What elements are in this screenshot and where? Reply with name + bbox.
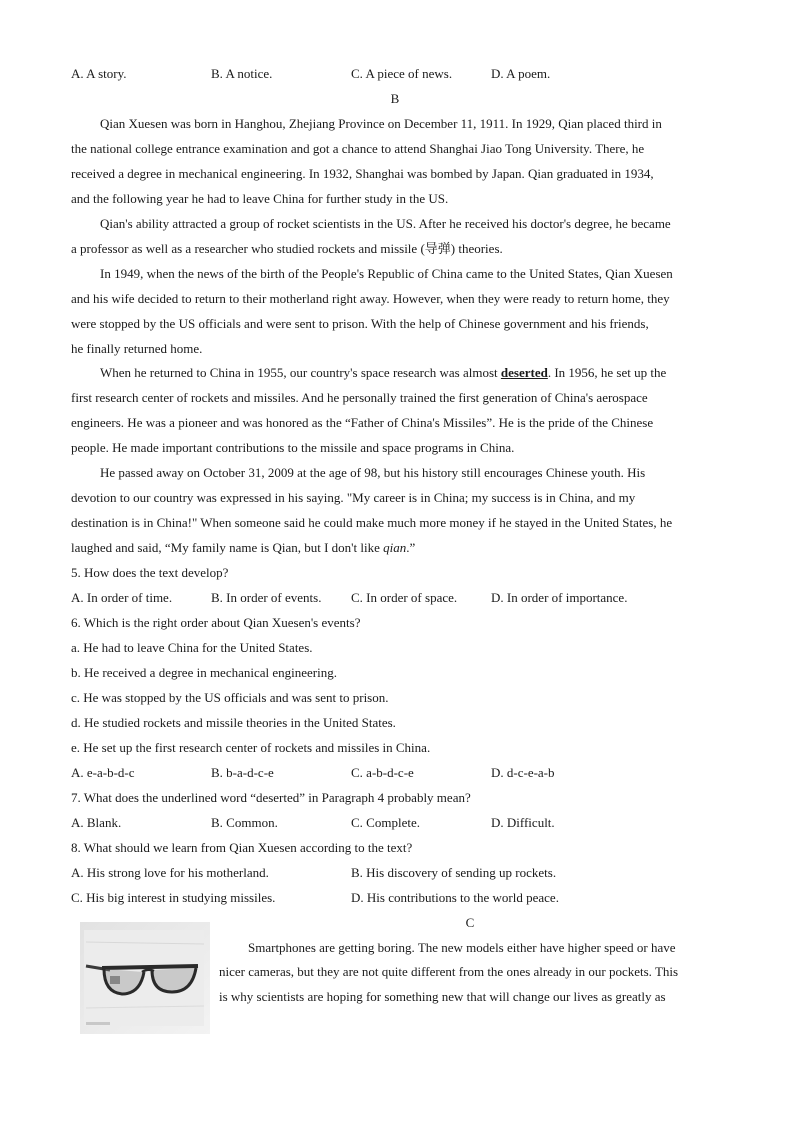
- q6-option-c: C. a-b-d-c-e: [351, 765, 414, 780]
- p4-text-pre: When he returned to China in 1955, our country's space research was almost: [100, 365, 501, 380]
- q5-option-c: C. In order of space.: [351, 590, 458, 605]
- passage-b-line: and his wife decided to return to their motherland right away. However, when they were ready to return home, they: [71, 291, 670, 306]
- q5-option-d: D. In order of importance.: [491, 590, 628, 605]
- q4-option-d: D. A poem.: [491, 66, 551, 81]
- q6-option-a: A. e-a-b-d-c: [71, 765, 135, 780]
- q8-option-c: C. His big interest in studying missiles.: [71, 890, 276, 905]
- passage-b-line: engineers. He was a pioneer and was honored as the “Father of China's Missiles”. He is the pride of the Chinese: [71, 415, 654, 430]
- q6-option-d: D. d-c-e-a-b: [491, 765, 555, 780]
- q7-option-d: D. Difficult.: [491, 815, 555, 830]
- passage-c-line: is why scientists are hoping for something new that will change our lives as greatly as: [219, 989, 666, 1004]
- section-b-heading: B: [390, 91, 400, 106]
- p4-text-post: . In 1956, he set up the: [547, 365, 667, 380]
- passage-b-line: people. He made important contributions to the missile and space programs in China.: [71, 440, 515, 455]
- passage-c-line: Smartphones are getting boring. The new models either have higher speed or have: [248, 940, 676, 955]
- passage-b-line: Qian Xuesen was born in Hanghou, Zhejiang Province on December 11, 1911. In 1929, Qian placed third in: [100, 116, 662, 131]
- p5-last-post: .”: [406, 540, 416, 555]
- q8-option-b: B. His discovery of sending up rockets.: [351, 865, 557, 880]
- passage-b-line: were stopped by the US officials and were sent to prison. With the help of Chinese government and his friends,: [71, 316, 649, 331]
- q4-option-b: B. A notice.: [211, 66, 273, 81]
- passage-b-line: the national college entrance examination and got a chance to attend Shanghai Jiao Tong University. There, he: [71, 141, 645, 156]
- glasses-icon: [80, 922, 210, 1034]
- question-5: 5. How does the text develop?: [71, 565, 229, 580]
- passage-b-line: and the following year he had to leave China for further study in the US.: [71, 191, 449, 206]
- passage-b-line: In 1949, when the news of the birth of the People's Republic of China came to the United States, Qian Xuesen: [100, 266, 673, 281]
- passage-b-line: a professor as well as a researcher who studied rockets and missile (导弹) theories.: [71, 241, 503, 256]
- passage-b-line: received a degree in mechanical engineering. In 1932, Shanghai was bombed by Japan. Qian graduated in 1934,: [71, 166, 654, 181]
- q6-option-b: B. b-a-d-c-e: [211, 765, 274, 780]
- q5-option-a: A. In order of time.: [71, 590, 173, 605]
- q6-item-b: b. He received a degree in mechanical engineering.: [71, 665, 337, 680]
- section-c-heading: C: [465, 915, 475, 930]
- q8-option-d: D. His contributions to the world peace.: [351, 890, 559, 905]
- question-6: 6. Which is the right order about Qian Xuesen's events?: [71, 615, 361, 630]
- q7-option-a: A. Blank.: [71, 815, 122, 830]
- q6-item-c: c. He was stopped by the US officials and was sent to prison.: [71, 690, 389, 705]
- q6-item-d: d. He studied rockets and missile theories in the United States.: [71, 715, 396, 730]
- q7-option-b: B. Common.: [211, 815, 278, 830]
- p5-last-pre: laughed and said, “My family name is Qian, but I don't like: [71, 540, 384, 555]
- q8-option-a: A. His strong love for his motherland.: [71, 865, 269, 880]
- q4-option-c: C. A piece of news.: [351, 66, 453, 81]
- underlined-word-deserted: deserted: [500, 365, 548, 380]
- passage-b-line: He passed away on October 31, 2009 at the age of 98, but his history still encourages Chinese youth. His: [100, 465, 646, 480]
- passage-b-line: [71, 540, 721, 556]
- q6-item-a: a. He had to leave China for the United States.: [71, 640, 313, 655]
- smart-glasses-photo: [80, 922, 210, 1034]
- q5-option-b: B. In order of events.: [211, 590, 322, 605]
- passage-b-line: devotion to our country was expressed in his saying. "My career is in China; my success is in China, and my: [71, 490, 636, 505]
- passage-b-line: [100, 365, 750, 381]
- question-8: 8. What should we learn from Qian Xuesen according to the text?: [71, 840, 413, 855]
- italic-word-qian: qian: [383, 540, 407, 555]
- passage-b-line: he finally returned home.: [71, 341, 203, 356]
- question-7: 7. What does the underlined word “deserted” in Paragraph 4 probably mean?: [71, 790, 471, 805]
- q4-option-a: A. A story.: [71, 66, 127, 81]
- q6-item-e: e. He set up the first research center of rockets and missiles in China.: [71, 740, 431, 755]
- passage-b-line: Qian's ability attracted a group of rocket scientists in the US. After he received his doctor's degree, he became: [100, 216, 671, 231]
- passage-c-line: nicer cameras, but they are not quite different from the ones already in our pockets. This: [219, 964, 679, 979]
- passage-b-line: first research center of rockets and missiles. And he personally trained the first generation of China's aerospace: [71, 390, 648, 405]
- q7-option-c: C. Complete.: [351, 815, 420, 830]
- passage-b-line: destination is in China!" When someone said he could make much more money if he stayed in the United States, he: [71, 515, 673, 530]
